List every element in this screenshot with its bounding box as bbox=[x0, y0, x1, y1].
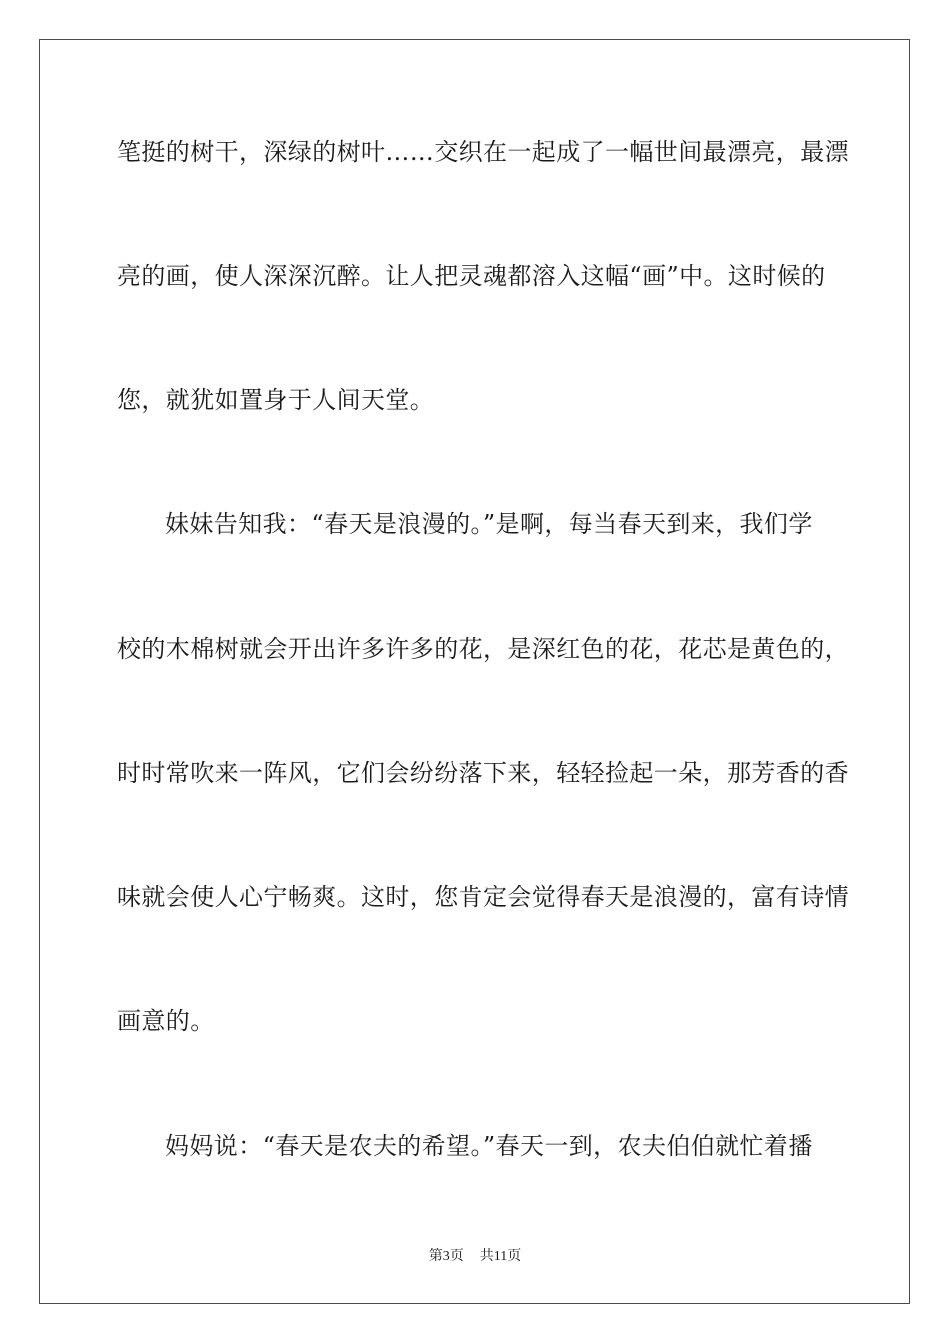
page-frame bbox=[39, 39, 910, 1304]
text-line: 时时常吹来一阵风，它们会纷纷落下来，轻轻捡起一朵，那芳香的香 bbox=[117, 759, 849, 787]
text-line: 画意的。 bbox=[117, 1007, 215, 1035]
text-line: 亮的画，使人深深沉醉。让人把灵魂都溶入这幅“画”中。这时候的 bbox=[117, 262, 826, 290]
paragraph-start-line: 妈妈说：“春天是农夫的希望。”春天一到，农夫伯伯就忙着播 bbox=[165, 1132, 813, 1160]
paragraph-start-line: 妹妹告知我：“春天是浪漫的。”是啊，每当春天到来，我们学 bbox=[165, 510, 813, 538]
text-line: 您，就犹如置身于人间天堂。 bbox=[117, 386, 435, 414]
text-line: 笔挺的树干，深绿的树叶……交织在一起成了一幅世间最漂亮，最漂 bbox=[117, 138, 849, 166]
page-footer bbox=[0, 1248, 950, 1266]
text-line: 校的木棉树就会开出许多许多的花，是深红色的花，花芯是黄色的， bbox=[117, 635, 849, 663]
page-total: 共11页 bbox=[479, 1249, 522, 1264]
page-number: 第3页 bbox=[428, 1249, 464, 1264]
text-line: 味就会使人心宁畅爽。这时，您肯定会觉得春天是浪漫的，富有诗情 bbox=[117, 883, 849, 911]
